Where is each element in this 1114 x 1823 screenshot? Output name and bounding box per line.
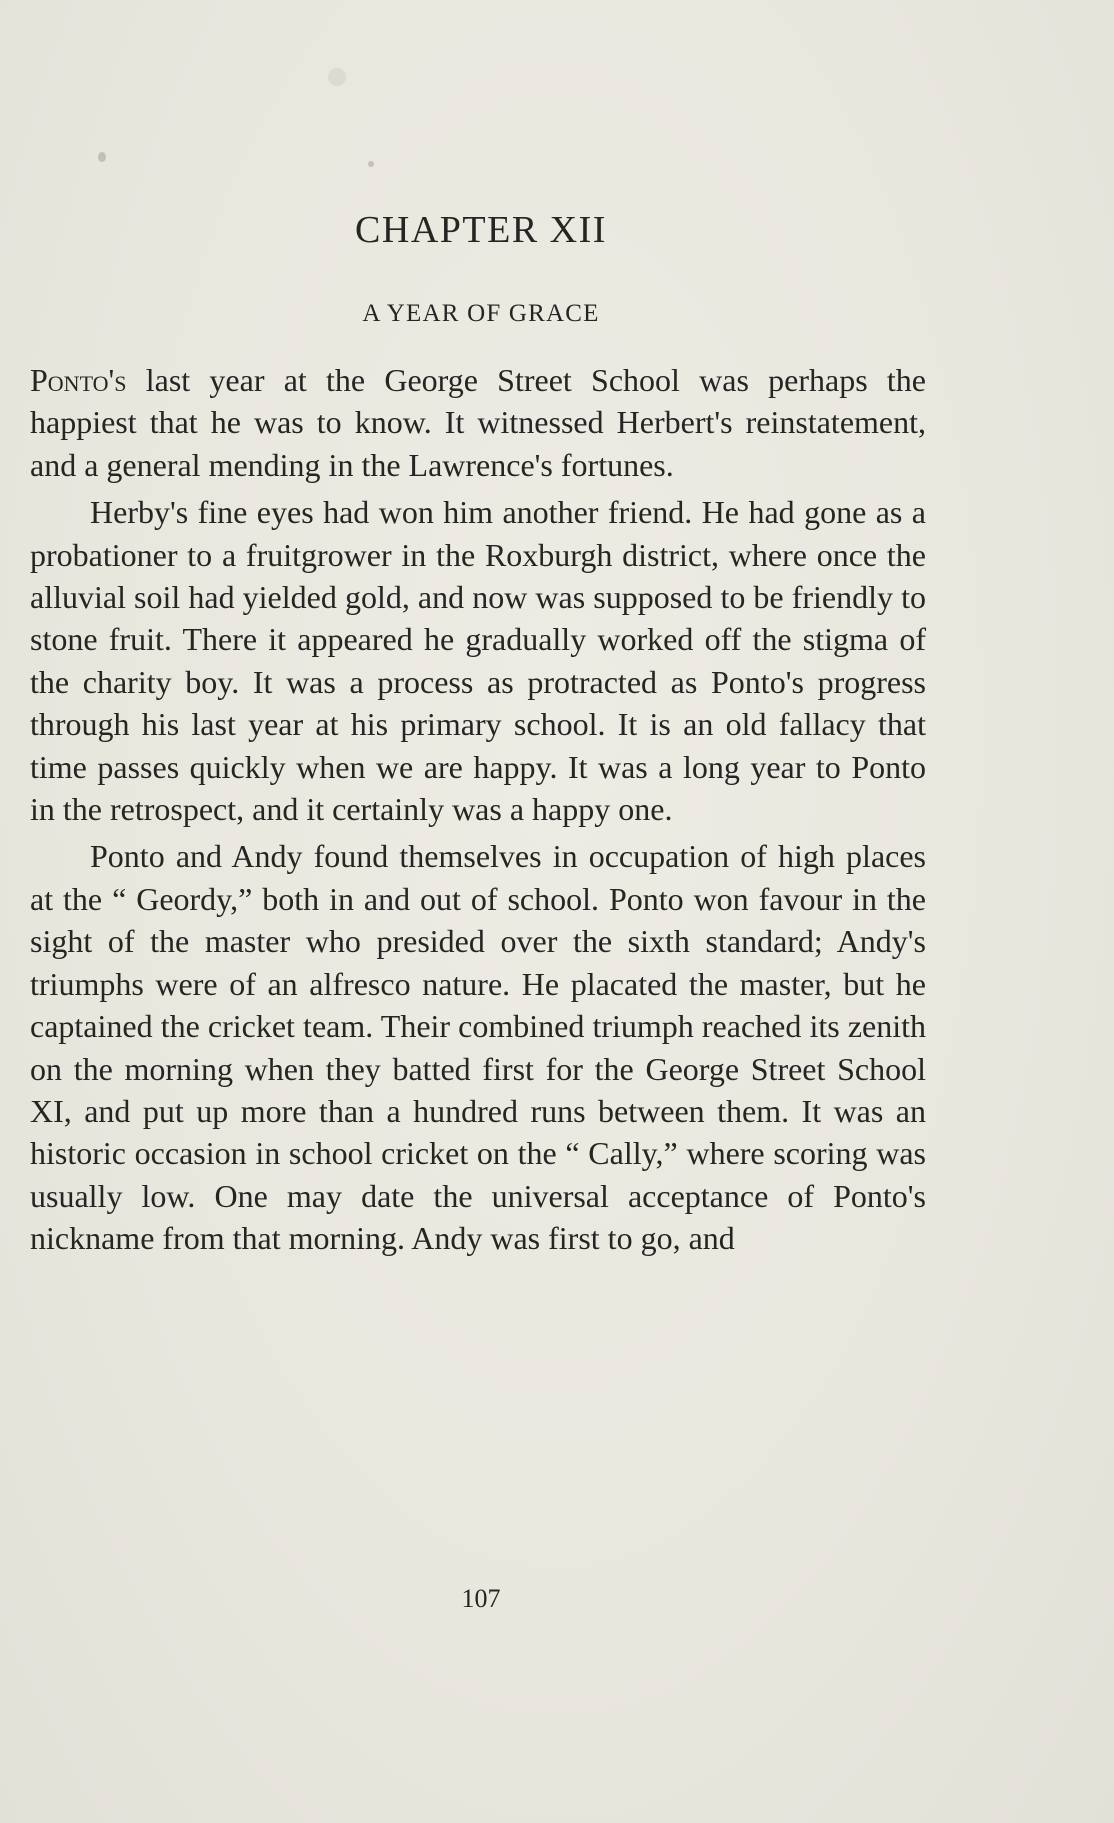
paragraph-3: Ponto and Andy found themselves in occupation of high places at the “ Geordy,” both in and out of school. Ponto won favour in the sight of the master who presided over the sixth standard; Andy's triumphs were of an alfresco nature. He placated the master, but he captained the cricket team. Their combined triumph reached its zenith on the morning when they batted first for the George Street School XI, and put up more than a hundred runs between them. It was an historic occasion in school cricket on the “ Cally,” where scoring was usually low. One may date the universal acceptance of Ponto's nickname from that morning. Andy was first to go, and xyxy=(30,838,926,1257)
page-number: 107 xyxy=(461,1584,501,1613)
paragraph-2: Herby's fine eyes had won him another friend. He had gone as a probationer to a fruitgrower in the Roxburgh district, where once the alluvial soil had yielded gold, and now was supposed to be friendly to stone fruit. There it appeared he gradually worked off the stigma of the charity boy. It was a process as protracted as Ponto's progress through his last year at his primary school. It is an old fallacy that time passes quickly when we are happy. It was a long year to Ponto in the retrospect, and it certainly was a happy one. xyxy=(30,494,926,828)
chapter-body xyxy=(30,359,926,1260)
paper-blemish xyxy=(368,161,374,167)
chapter-subtitle: A YEAR OF GRACE xyxy=(362,300,600,327)
paper-blemish xyxy=(328,68,346,86)
chapter-heading: CHAPTER XII xyxy=(355,209,607,251)
paragraph-1-lead: Ponto's xyxy=(30,362,127,398)
paper-blemish xyxy=(98,152,106,162)
paragraph-1-text: last year at the George Street School was perhaps the happiest that he was to know. It witnessed Herbert's reinstatement, and a general mending in the Lawrence's fortunes. xyxy=(30,362,926,483)
paragraph-1 xyxy=(30,359,926,486)
